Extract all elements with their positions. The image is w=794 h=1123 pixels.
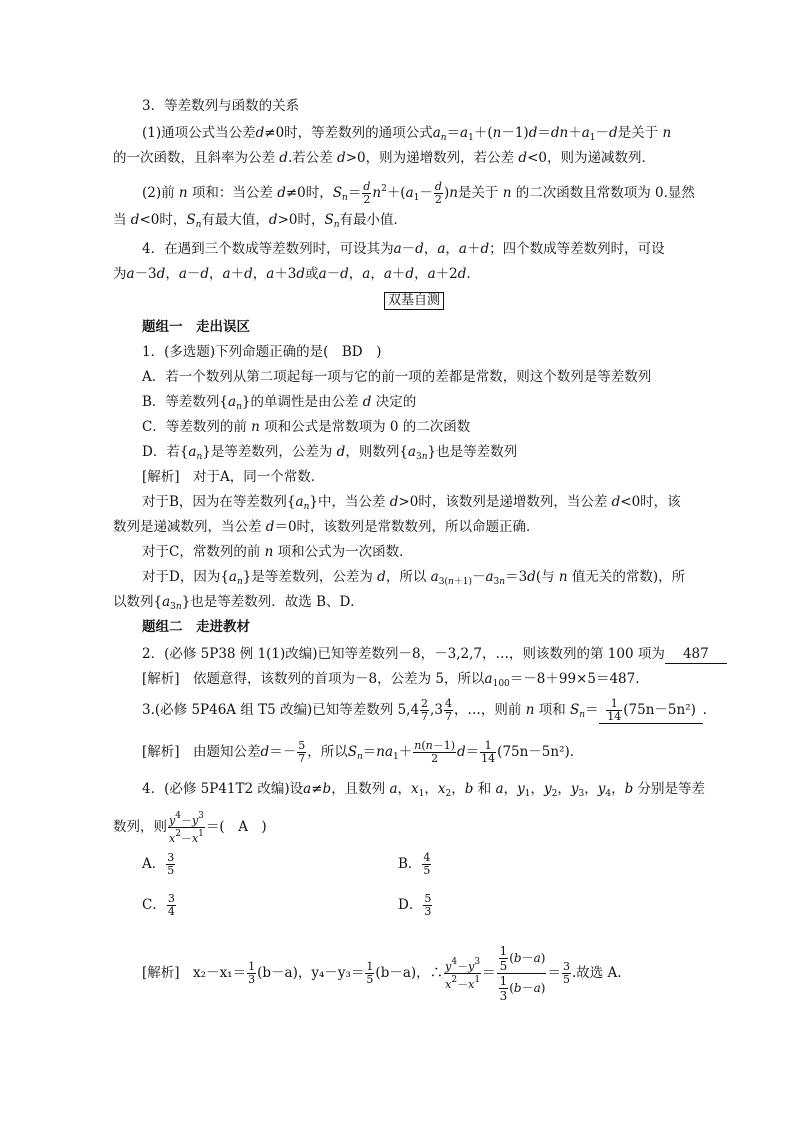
question-1-explanation-6: 以数列$\{a_{3n}\}$也是等差数列．故选 B、D．: [113, 594, 364, 612]
group-1-title: 题组一 走出误区: [142, 319, 250, 335]
question-2-explanation: [解析] 依题意得，该数列的首项为－8，公差为 5，所以$a_{100}=-8+99\times 5=487$.: [142, 671, 640, 689]
section-4-line-2: 为a－3d，a－d，a＋d，a＋3d或a－d，a，a＋d，a＋2d.: [113, 266, 471, 282]
question-1-option-d: D．若$\{a_n\}$是等差数列，公差为 d，则数列$\{a_{3n}\}$也是等差数列: [142, 444, 518, 462]
section-3-para-1-cont: 的一次函数，且斜率为公差 d.若公差 d>0，则为递增数列，若公差 d<0，则为递减数列．: [113, 150, 655, 166]
question-2-stem: 2．(必修 5P38 例 1(1)改编)已知等差数列－8，－3,2,7，…，则该数列的第 100 项为 487: [142, 645, 727, 664]
question-4-stem: 4．(必修 5P41T2 改编)设a≠b，且数列 a，$x_1$，$x_2$，b 和 a，$y_1$，$y_2$，$y_3$，$y_4$，b 分别是等差: [142, 781, 706, 799]
question-4-stem-cont: 数列，则 $\frac{y^4-y^3}{x^2-x^1}$ ＝( A ): [113, 811, 267, 845]
question-3-stem: 3.(必修 5P46A 组 T5 改编)已知等差数列 5,4 $\frac{2}{7}$ ,3 $\frac{4}{7}$ ，…，则前 n 项和 $S_n=$ $\frac{1}{14}$ (75n－5n²) .: [142, 697, 707, 723]
question-4-option-c: C． $\frac{3}{4}$: [142, 892, 175, 918]
section-box-label: 双基自测: [384, 292, 444, 310]
section-3-title: 3．等差数列与函数的关系: [142, 98, 300, 114]
question-1-explanation-5: 对于D，因为$\{a_n\}$是等差数列，公差为 d，所以 $a_{3(n+1)}-a_{3n}=3d$(与 n 值无关的常数)，所: [142, 569, 686, 587]
question-1-option-c: C．等差数列的前 n 项和公式是常数项为 0 的二次函数: [142, 419, 471, 435]
group-2-title: 题组二 走进教材: [142, 619, 250, 635]
question-2-answer: 487: [665, 645, 727, 664]
section-3-para-2-cont: 当 d<0时，$S_n$有最大值，d>0时，$S_n$有最小值．: [113, 212, 408, 230]
question-4-answer: A: [238, 819, 248, 835]
question-4-option-d: D． $\frac{5}{3}$: [398, 892, 432, 918]
question-1-stem: 1．(多选题)下列命题正确的是( BD ): [142, 344, 382, 360]
question-3-answer: (75n－5n²): [623, 702, 696, 718]
question-4-explanation: [解析] x₂－x₁＝ $\frac{1}{3}$ (b－a)，y₄－y₃＝ $\frac{1}{5}$ (b－a)，∴ $\frac{y^4-y^3}{x^2-x^1}$ ＝ $\frac{1}{5}$ (b－a) $\frac{1}{3}$ (b－a) ＝ $\frac{3}{5}$ .故选 A.: [142, 944, 622, 1003]
question-1-explanation-2: 对于B，因为在等差数列$\{a_n\}$中，当公差 d>0时，该数列是递增数列，当公差 d<0时，该: [142, 494, 681, 512]
question-1-answer: BD: [341, 344, 363, 360]
section-4-line-1: 4．在遇到三个数成等差数列时，可设其为a－d，a，a＋d；四个数成等差数列时，可设: [142, 241, 665, 257]
question-1-option-b: B．等差数列$\{a_n\}$的单调性是由公差 d 决定的: [142, 394, 417, 412]
question-1-explanation-1: [解析] 对于A，同一个常数．: [142, 469, 325, 485]
section-3-para-2: (2)前 n 项和：当公差 d≠0时，$S_n=$ $\frac{d}{2}$ $n^2+(a_1-$ $\frac{d}{2}$ )n是关于 n 的二次函数且常数项为 0.显然: [142, 180, 695, 206]
question-3-explanation: [解析] 由题知公差d＝－ $\frac{5}{7}$ ，所以$S_n=na_1+$ $\frac{n(n-1)}{2}$ d＝ $\frac{1}{14}$ (75n－5n²)．: [142, 739, 584, 765]
question-4-option-a: A． $\frac{3}{5}$: [142, 851, 175, 877]
section-3-para-1: (1)通项公式当公差d≠0时，等差数列的通项公式$a_n=a_1+(n-1)d=dn+a_1-d$是关于 n: [142, 125, 672, 143]
question-1-explanation-3: 数列是递减数列，当公差 d＝0时，该数列是常数数列，所以命题正确．: [113, 519, 540, 535]
question-4-option-b: B． $\frac{4}{5}$: [398, 851, 431, 877]
question-1-option-a: A．若一个数列从第二项起每一项与它的前一项的差都是常数，则这个数列是等差数列: [142, 369, 652, 385]
question-1-explanation-4: 对于C，常数列的前 n 项和公式为一次函数．: [142, 544, 413, 560]
